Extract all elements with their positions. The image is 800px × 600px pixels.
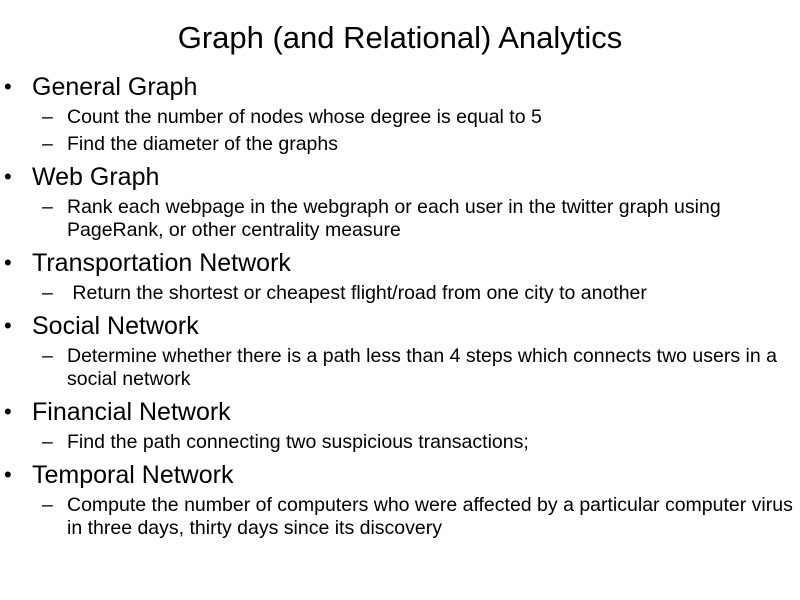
bullet-general-graph [0,70,800,104]
bullet-icon: • [4,462,12,487]
sub-bullet-text: Count the number of nodes whose degree is equal to 5 [67,106,542,128]
slide-title: Graph (and Relational) Analytics [177,20,623,55]
slide-content [0,70,800,544]
sub-bullet [0,345,800,391]
bullet-icon: • [4,313,12,338]
sub-bullet [0,133,800,156]
dash-icon: – [42,196,53,218]
bullet-heading: Financial Network [32,398,231,426]
dash-icon: – [42,133,53,155]
dash-icon: – [42,431,53,453]
bullet-financial-network [0,395,800,429]
bullet-icon: • [4,250,12,275]
dash-icon: – [42,494,53,516]
bullet-heading: Web Graph [32,163,160,191]
dash-icon: – [42,282,53,304]
sub-bullet-text: Rank each webpage in the webgraph or each user in the twitter graph using PageRank, or other centrality measure [67,196,721,241]
sub-bullet-text: Find the diameter of the graphs [67,133,338,155]
sub-bullet [0,431,800,454]
bullet-heading: General Graph [32,73,198,101]
sub-bullet [0,282,800,305]
bullet-heading: Transportation Network [32,249,291,277]
bullet-heading: Social Network [32,312,199,340]
bullet-temporal-network [0,458,800,492]
bullet-social-network [0,309,800,343]
dash-icon: – [42,345,53,367]
sub-bullet [0,196,800,242]
bullet-web-graph [0,160,800,194]
bullet-icon: • [4,74,12,99]
bullet-transportation-network [0,246,800,280]
sub-bullet-text: Find the path connecting two suspicious transactions; [67,431,529,453]
sub-bullet-text: Determine whether there is a path less than 4 steps which connects two users in a social network [67,345,777,390]
sub-bullet [0,494,800,540]
sub-bullet-text: Compute the number of computers who were affected by a particular computer virus in three days, thirty days since its discovery [67,494,793,539]
bullet-heading: Temporal Network [32,461,234,489]
bullet-icon: • [4,399,12,424]
bullet-icon: • [4,164,12,189]
sub-bullet [0,106,800,129]
sub-bullet-text: Return the shortest or cheapest flight/road from one city to another [67,282,647,304]
dash-icon: – [42,106,53,128]
